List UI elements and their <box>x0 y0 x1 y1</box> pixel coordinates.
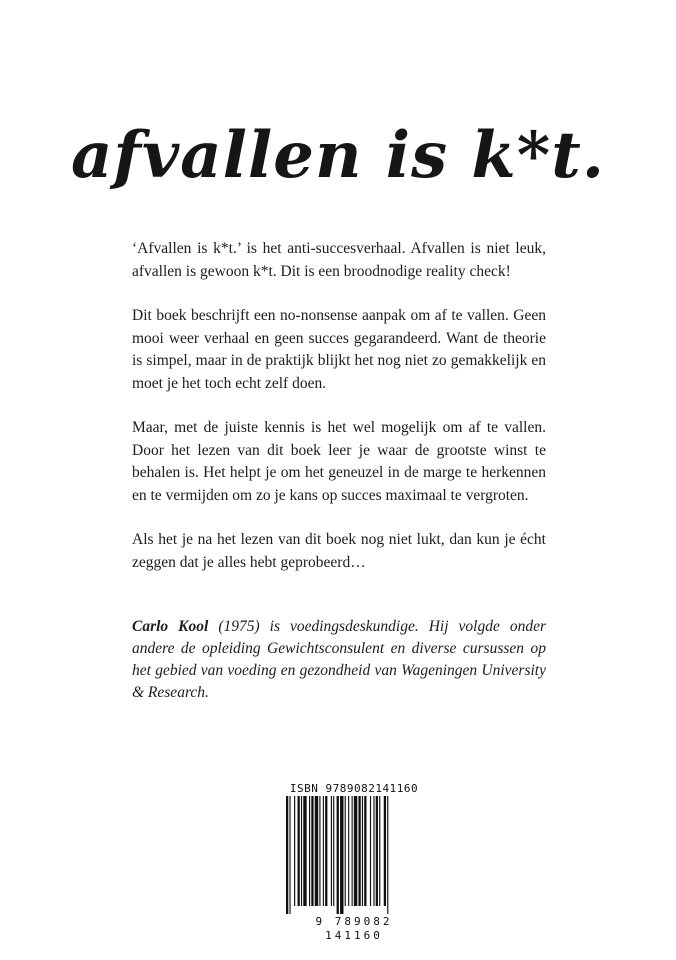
author-bio-text: (1975) is voedingsdeskundige. Hij volgde onder andere de opleiding Gewichtsconsulent en diverse cursussen op het gebied van voeding en gezondheid van Wageningen University & Research. <box>132 618 546 701</box>
barcode-bar <box>387 796 388 914</box>
barcode-bar <box>364 796 366 906</box>
barcode-bar <box>362 796 363 906</box>
barcode-bar <box>289 796 290 914</box>
barcode-bar <box>340 796 343 914</box>
blurb-paragraph: Dit boek beschrijft een no-nonsense aanpak om af te vallen. Geen mooi weer verhaal en geen succes gegarandeerd. Want de theorie is simpel, maar in de praktijk blijkt het nog niet zo gemakkelijk en moet je het toch echt zelf doen. <box>132 307 546 392</box>
barcode-bar <box>373 796 374 906</box>
barcode-bar <box>337 796 339 914</box>
barcode-bar <box>358 796 360 906</box>
barcode-bar <box>298 796 300 906</box>
barcode-bar <box>354 796 357 906</box>
blurb-paragraph: Maar, met de juiste kennis is het wel mogelijk om af te vallen. Door het lezen van dit boek leer je waar de grootste winst te behalen is. Het helpt je om het geneuzel in de marge te herkennen en te vermijden om zo je kans op succes maximaal te vergroten. <box>132 419 546 504</box>
barcode-bar <box>331 796 332 906</box>
barcode-bar <box>309 796 310 906</box>
author-bio <box>132 616 546 704</box>
blurb-text <box>132 238 546 596</box>
isbn-digits: 9 789082 141160 <box>315 915 393 942</box>
barcode-bar <box>384 796 386 906</box>
blurb-paragraph: ‘Afvallen is k*t.’ is het anti-succesverhaal. Afvallen is niet leuk, afvallen is gewoon k*t. Dit is een broodnodige reality check! <box>132 240 546 280</box>
isbn-label: ISBN 9789082141160 <box>289 782 419 795</box>
barcode-bar <box>352 796 353 906</box>
barcode-bar <box>379 796 380 906</box>
barcode-bar <box>376 796 378 906</box>
cover-title: afvallen is k*t. <box>70 118 606 193</box>
barcode-bar <box>301 796 302 906</box>
barcode-bar <box>311 796 313 906</box>
blurb-paragraph: Als het je na het lezen van dit boek nog niet lukt, dan kun je écht zeggen dat je alles hebt geprobeerd… <box>132 531 546 571</box>
barcode-bar <box>333 796 334 906</box>
barcode-bar <box>370 796 371 906</box>
barcode-bar <box>319 796 320 906</box>
isbn-barcode <box>284 782 424 943</box>
barcode-bar <box>315 796 318 906</box>
barcode-bar <box>303 796 306 906</box>
barcode-bar <box>323 796 324 906</box>
barcode-bar <box>345 796 346 906</box>
author-name: Carlo Kool <box>132 618 209 635</box>
barcode-bar <box>286 796 288 914</box>
barcode-bar <box>348 796 349 906</box>
barcode-bar <box>325 796 327 906</box>
barcode-bars <box>284 796 424 914</box>
barcode-bar <box>294 796 295 906</box>
